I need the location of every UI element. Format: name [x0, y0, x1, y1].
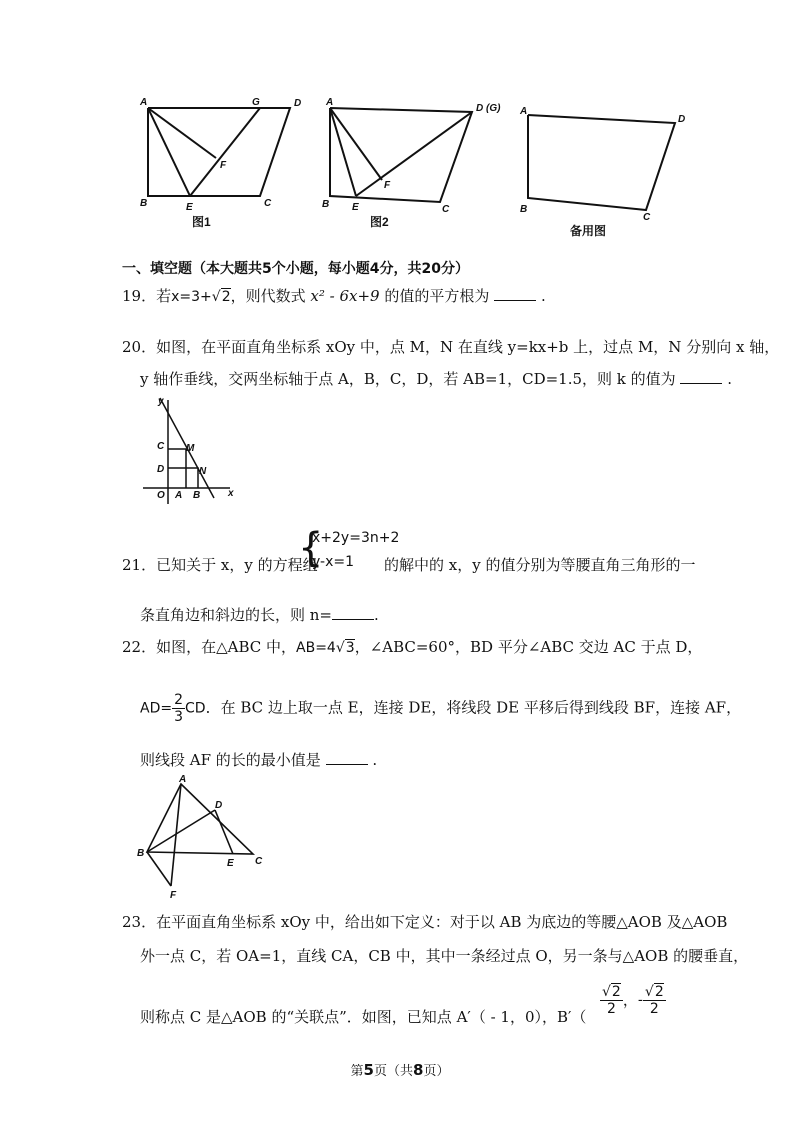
- fig1-label-G: G: [252, 97, 260, 108]
- q22-label-B: B: [137, 848, 145, 859]
- q22-ad: AD=: [140, 700, 173, 717]
- q22-text-a: 如图，在△ABC 中，: [156, 638, 297, 656]
- q22-text-b: ，∠ABC=60°，BD 平分∠ABC 交边 AC 于点 D，: [354, 638, 703, 656]
- fig1-label-A: A: [140, 97, 148, 108]
- page-footer: [0, 1060, 800, 1079]
- q22-label-D: D: [215, 800, 223, 811]
- q19-end: .: [540, 287, 546, 305]
- fig3-label-C: C: [643, 212, 651, 223]
- q23-frac-1: [600, 984, 623, 1017]
- q22-frac-num: 2: [174, 692, 184, 708]
- q20-label-B: B: [193, 490, 201, 501]
- footer-total-pages: 8: [413, 1061, 424, 1079]
- question-22-line2: [140, 692, 741, 725]
- fig2-label-F: F: [384, 180, 391, 191]
- footer-prefix: 第: [350, 1064, 364, 1079]
- q20-figure: [138, 394, 238, 506]
- q20-label-M: M: [186, 443, 195, 454]
- q23-frac2-num: 2: [654, 984, 664, 1000]
- q22-label-F: F: [170, 890, 177, 900]
- q22-label-C: C: [255, 856, 263, 867]
- q22-ab-sqrt-arg: 3: [345, 640, 355, 656]
- question-20-line1: [122, 340, 779, 355]
- q22-line3: 则线段 AF 的长的最小值是: [140, 751, 321, 769]
- q19-sqrt-arg: 2: [221, 289, 231, 305]
- fig1-caption: 图1: [192, 215, 211, 229]
- footer-suffix: 页）: [423, 1064, 450, 1079]
- q20-label-C: C: [157, 441, 165, 452]
- q21-eq2: y-x=1: [312, 554, 355, 570]
- q22-line2: ．在 BC 边上取一点 E，连接 DE，将线段 DE 平移后得到线段 BF，连接 AF，: [205, 698, 742, 717]
- figure-2: [330, 108, 472, 202]
- fig2-label-E: E: [352, 202, 359, 213]
- q22-figure: [135, 772, 270, 900]
- q23-frac1-num: 2: [611, 984, 621, 1000]
- q22-end: .: [372, 751, 378, 769]
- q20-label-N: N: [199, 466, 207, 477]
- section-title: 一、填空题（本大题共5个小题，每小题4分，共20分）: [122, 261, 469, 277]
- q20-label-x: x: [228, 488, 234, 499]
- q23-frac-2: [643, 984, 666, 1017]
- q20-label-A: A: [175, 490, 183, 501]
- q20-label-y: y: [158, 396, 164, 407]
- q23-line3: 则称点 C 是△AOB 的“关联点”．如图，已知点 A′（ - 1，0），B′（: [140, 1008, 587, 1026]
- fig1-label-F: F: [220, 160, 227, 171]
- q21-end: .: [374, 606, 379, 624]
- q20-end: .: [727, 370, 733, 388]
- fig2-caption: 图2: [370, 215, 389, 229]
- q23-number: 23．: [122, 913, 157, 931]
- q22-fraction: [172, 692, 185, 725]
- figure-3: [528, 115, 675, 210]
- fig2-label-C: C: [442, 204, 450, 215]
- q21-text-b: 的解中的 x，y 的值分别为等腰直角三角形的一: [384, 556, 696, 574]
- q20-number: 20．: [122, 338, 157, 356]
- fig3-label-B: B: [520, 204, 528, 215]
- q21-text-a: 已知关于 x，y 的方程组: [156, 556, 318, 574]
- q19-answer-blank[interactable]: [494, 288, 536, 301]
- q22-frac-den: 3: [174, 709, 184, 725]
- q23-minus: -: [637, 992, 643, 1009]
- q23-frac2-den: 2: [649, 1001, 659, 1017]
- question-23-line3: [140, 1010, 586, 1025]
- question-20-line2: [140, 371, 732, 387]
- q19-text-b: ，则代数式: [230, 287, 306, 305]
- q20-answer-blank[interactable]: [680, 371, 722, 384]
- fig3-label-A: A: [520, 106, 528, 117]
- footer-middle: 页（共: [373, 1064, 413, 1079]
- fig3-label-D: D: [678, 114, 686, 125]
- question-21-line1: [122, 558, 318, 573]
- q19-text-a: 若: [156, 287, 172, 305]
- fig2-label-A: A: [326, 97, 334, 108]
- q23-coordinates: [600, 984, 666, 1017]
- q22-sqrt-sign: √: [335, 640, 345, 656]
- q23-line2: 外一点 C，若 OA=1，直线 CA，CB 中，其中一条经过点 O，另一条与△AOB 的腰垂直，: [140, 947, 749, 965]
- q22-cd: CD: [185, 700, 206, 717]
- fig2-label-DG: D (G): [476, 103, 501, 114]
- question-19: [122, 288, 546, 304]
- q19-poly: x² - 6x+9: [310, 287, 380, 305]
- q19-sqrt-sign: √: [211, 289, 221, 305]
- fig3-caption: 备用图: [570, 224, 607, 238]
- q19-number: 19．: [122, 287, 157, 305]
- q23-line1: 在平面直角坐标系 xOy 中，给出如下定义：对于以 AB 为底边的等腰△AOB 及△AOB: [156, 913, 728, 931]
- q22-label-E: E: [227, 858, 234, 869]
- q20-line2: y 轴作垂线，交两坐标轴于点 A，B，C，D，若 AB=1，CD=1.5，则 k 的值为: [140, 370, 676, 388]
- question-23-line2: [140, 949, 748, 964]
- q21-brace: {: [298, 525, 324, 571]
- question-21-line2: [140, 607, 379, 623]
- fig1-label-E: E: [186, 202, 193, 213]
- q21-eq1: x+2y=3n+2: [312, 530, 400, 546]
- q21-line2: 条直角边和斜边的长，则 n=: [140, 606, 332, 624]
- q20-line1: 如图，在平面直角坐标系 xOy 中，点 M，N 在直线 y=kx+b 上，过点 M，N 分别向 x 轴，: [156, 338, 780, 356]
- fig1-label-D: D: [294, 98, 302, 109]
- top-figures: [130, 90, 700, 240]
- question-22-line3: [140, 752, 377, 768]
- question-22-line1: [122, 640, 702, 655]
- q19-text-c: 的值的平方根为: [384, 287, 490, 305]
- fig1-label-B: B: [140, 198, 148, 209]
- q21-number: 21．: [122, 556, 157, 574]
- q20-label-D: D: [157, 464, 165, 475]
- q21-answer-blank[interactable]: [332, 607, 374, 620]
- q23-frac1-sqrt-sign: √: [602, 984, 611, 1000]
- q22-answer-blank[interactable]: [326, 752, 368, 765]
- q22-number: 22．: [122, 638, 157, 656]
- q23-frac1-den: 2: [606, 1001, 616, 1017]
- q23-comma: ，: [622, 991, 638, 1009]
- footer-page-number: 5: [363, 1061, 374, 1079]
- fig2-label-B: B: [322, 199, 330, 210]
- q22-ab: AB=4: [296, 640, 336, 656]
- q20-label-O: O: [157, 490, 165, 501]
- q22-label-A: A: [179, 774, 187, 785]
- question-23-line1: [122, 915, 727, 930]
- q19-x-expr: x=3+: [171, 289, 212, 305]
- fig1-label-C: C: [264, 198, 272, 209]
- figure-1: [148, 108, 290, 196]
- q23-frac2-sqrt-sign: √: [644, 984, 654, 1000]
